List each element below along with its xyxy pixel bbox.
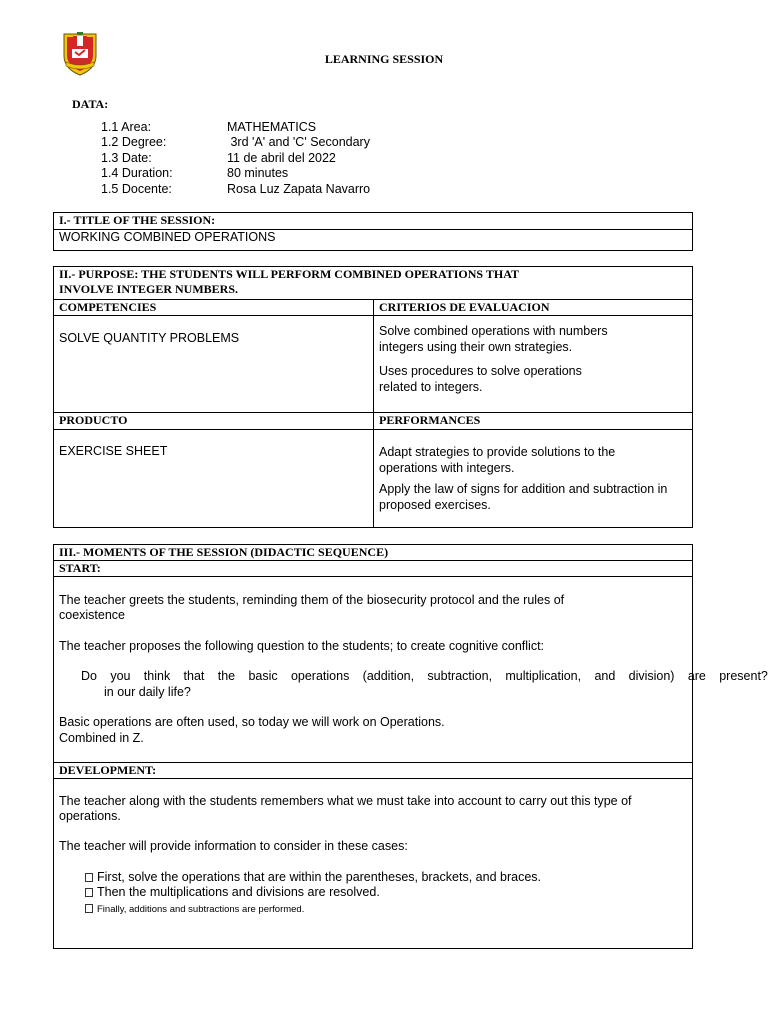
data-key: 1.5 Docente:: [101, 181, 172, 196]
data-label: DATA:: [72, 97, 109, 111]
question-word: that: [183, 669, 205, 683]
data-key: 1.4 Duration:: [101, 166, 173, 181]
data-list: [101, 120, 370, 197]
moments-table: [53, 544, 768, 949]
start-paragraph-1-line1: The teacher greets the students, reminding them of the biosecurity protocol and the rules of: [59, 593, 565, 607]
development-label: DEVELOPMENT:: [59, 763, 157, 777]
question-word: Do: [81, 669, 97, 683]
session-title-table: [53, 212, 693, 251]
question-word: (addition,: [362, 669, 415, 683]
question-word: subtraction,: [427, 669, 493, 683]
start-paragraph-3-line1: Basic operations are often used, so today we will work on Operations.: [59, 715, 445, 729]
data-key: 1.2 Degree:: [101, 135, 167, 150]
question-line2: in our daily life?: [104, 685, 191, 699]
data-row-duration: [101, 166, 370, 181]
start-paragraph-3-line2: Combined in Z.: [59, 731, 144, 745]
criteria-1-line1: Solve combined operations with numbers: [379, 324, 608, 338]
start-paragraph-2: The teacher proposes the following question to the students; to create cognitive conflict:: [59, 639, 545, 653]
question-word: multiplication,: [505, 669, 582, 683]
question-word: you: [110, 669, 131, 683]
document-title: LEARNING SESSION: [324, 52, 444, 66]
data-row-teacher: [101, 182, 370, 197]
question-word: think: [143, 669, 171, 683]
section1-heading: I.- TITLE OF THE SESSION:: [59, 213, 216, 227]
bullet-item: [85, 885, 380, 901]
data-row-degree: [101, 135, 370, 150]
bullet-box-icon: [85, 873, 93, 882]
question-word: division): [628, 669, 675, 683]
question-word: operations: [290, 669, 350, 683]
data-value: Rosa Luz Zapata Navarro: [227, 181, 371, 196]
performances-header: PERFORMANCES: [379, 413, 481, 427]
bullet-text: Finally, additions and subtractions are performed.: [97, 904, 305, 915]
performance-2-line2: proposed exercises.: [379, 498, 491, 512]
performance-1-line2: operations with integers.: [379, 461, 515, 475]
data-key: 1.3 Date:: [101, 150, 152, 165]
data-value: 80 minutes: [227, 166, 289, 181]
question-word: and: [594, 669, 616, 683]
question-word: are: [687, 669, 706, 683]
bullet-box-icon: [85, 888, 93, 897]
dev-paragraph-2: The teacher will provide information to consider in these cases:: [59, 839, 408, 853]
section2-heading-line1: II.- PURPOSE: THE STUDENTS WILL PERFORM COMBINED OPERATIONS THAT: [59, 267, 519, 281]
criteria-2-line2: related to integers.: [379, 380, 483, 394]
performance-1-line1: Adapt strategies to provide solutions to the: [379, 445, 616, 459]
product-text: EXERCISE SHEET: [59, 444, 168, 458]
bullet-text: First, solve the operations that are within the parentheses, brackets, and braces.: [97, 870, 541, 884]
data-row-date: [101, 151, 370, 166]
dev-paragraph-1-line1: The teacher along with the students remembers what we must take into account to carry out this type of: [59, 794, 632, 808]
purpose-table: [53, 266, 693, 528]
question-line1: [81, 669, 768, 685]
performance-2-line1: Apply the law of signs for addition and subtraction in: [379, 482, 668, 496]
bullet-box-icon: [85, 904, 93, 913]
dev-paragraph-1-line2: operations.: [59, 809, 121, 823]
question-word: basic: [248, 669, 278, 683]
competencies-header: COMPETENCIES: [59, 300, 157, 314]
product-header: PRODUCTO: [59, 413, 128, 427]
data-row-area: [101, 120, 370, 135]
section2-heading-line2: INVOLVE INTEGER NUMBERS.: [59, 282, 239, 296]
data-value: 11 de abril del 2022: [227, 150, 336, 165]
competency-text: SOLVE QUANTITY PROBLEMS: [59, 331, 240, 345]
criteria-2-line1: Uses procedures to solve operations: [379, 364, 582, 378]
data-value: 3rd 'A' and 'C' Secondary: [227, 135, 370, 150]
bullet-item: [85, 870, 541, 886]
start-paragraph-1-line2: coexistence: [59, 608, 126, 622]
data-key: 1.1 Area:: [101, 120, 152, 134]
bullet-item: [85, 902, 304, 918]
criteria-header: CRITERIOS DE EVALUACION: [379, 300, 550, 314]
start-label: START:: [59, 561, 101, 575]
question-word: present?: [719, 669, 768, 683]
criteria-1-line2: integers using their own strategies.: [379, 340, 573, 354]
data-value: MATHEMATICS: [227, 120, 317, 134]
bullet-text: Then the multiplications and divisions are resolved.: [97, 885, 380, 899]
question-word: the: [217, 669, 236, 683]
section3-heading: III.- MOMENTS OF THE SESSION (DIDACTIC SEQUENCE): [59, 545, 389, 559]
session-title-value: WORKING COMBINED OPERATIONS: [59, 230, 276, 244]
